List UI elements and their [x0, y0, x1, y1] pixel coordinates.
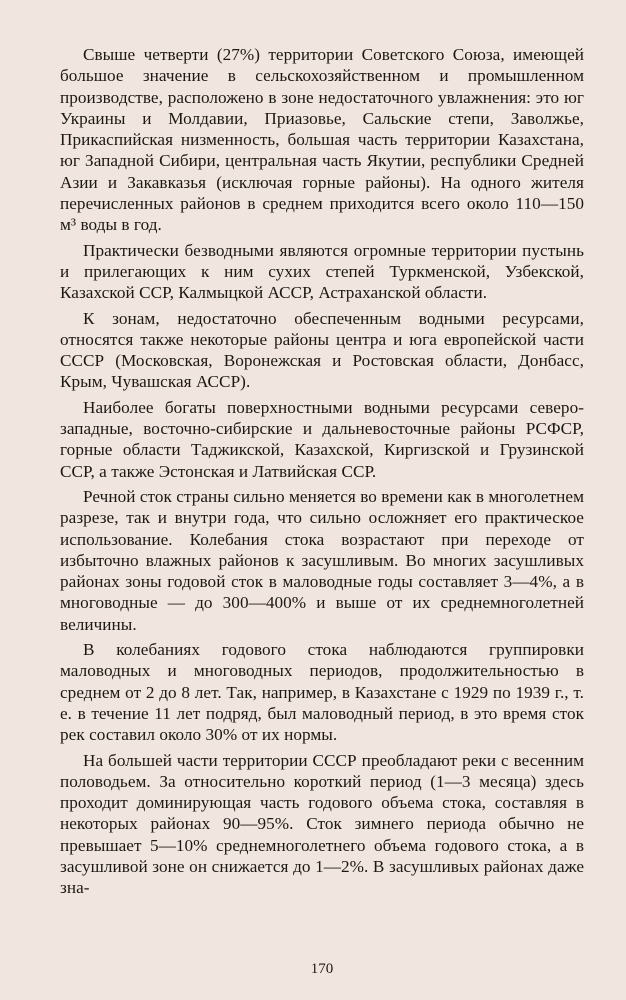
paragraph-annual-runoff-fluctuations: В колебаниях годового стока наблюдаются группировки маловодных и многоводных периодов, продолжительностью в среднем от 2 до 8 лет. Так, например, в Казахстане с 1929 по 1939 г., т. е. в течение 11 лет подряд, был маловодный период, в это время сток рек составил около 30% от их нормы.: [60, 640, 584, 745]
paragraph-insufficient-zones: К зонам, недостаточно обеспеченным водными ресурсами, относятся также некоторые районы центра и юга европейской части СССР (Московская, Воронежская и Ростовская области, Донбасс, Крым, Чувашская АССР).: [60, 308, 584, 392]
paragraph-richest-regions: Наиболее богаты поверхностными водными ресурсами северо-западные, восточно-сибирские и дальневосточные районы РСФСР, горные области Таджикской, Казахской, Киргизской и Грузинской ССР, а также Эстонская и Латвийская ССР.: [60, 397, 584, 481]
paragraph-runoff-variation: Речной сток страны сильно меняется во времени как в многолетнем разрезе, так и внутри года, что сильно осложняет его практическое использование. Колебания стока возрастают при переходе от избыточно влажных районов к засушливым. Во многих засушливых районах зоны годовой сток в маловодные годы составляет 3—4%, а в многоводные — до 300—400% и выше от их среднемноголетней величины.: [60, 486, 584, 634]
book-page: [60, 44, 584, 994]
paragraph-spring-flood: На большей части территории СССР преобладают реки с весенним половодьем. За относительно короткий период (1—3 месяца) здесь проходит доминирующая часть годового объема стока, составляя в некоторых районах 90—95%. Сток зимнего периода обычно не превышает 5—10% среднемноголетнего объема годового стока, а в засушливой зоне он снижается до 1—2%. В засушливых районах даже зна-: [60, 750, 584, 898]
paragraph-waterless-territories: Практически безводными являются огромные территории пустынь и прилегающих к ним сухих степей Туркменской, Узбекской, Казахской ССР, Калмыцкой АССР, Астраханской области.: [60, 240, 584, 303]
paragraph-water-deficit-zone: Свыше четверти (27%) территории Советского Союза, имеющей большое значение в сельскохозяйственном и промышленном производстве, расположено в зоне недостаточного увлажнения: это юг Украины и Молдавии, Приазовье, Сальские степи, Заволжье, Прикаспийская низменность, большая часть территории Казахстана, юг Западной Сибири, центральная часть Якутии, республики Средней Азии и Закавказья (исключая горные районы). На одного жителя перечисленных районов в среднем приходится всего около 110—150 м³ воды в год.: [60, 45, 584, 235]
page-number: 170: [310, 961, 334, 977]
